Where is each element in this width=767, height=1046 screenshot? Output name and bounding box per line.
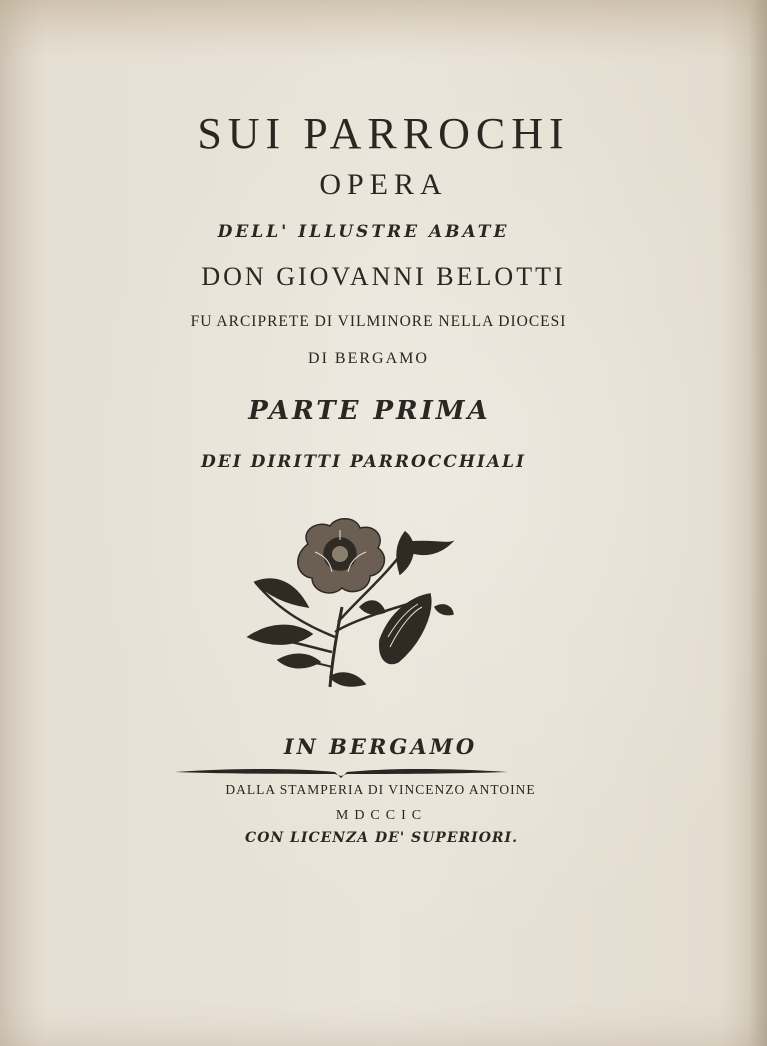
part-heading: PARTE PRIMA: [248, 396, 491, 426]
author-office: FU ARCIPRETE DI VILMINORE NELLA DIOCESI: [190, 313, 567, 330]
author-name: DON GIOVANNI BELOTTI: [201, 262, 566, 291]
imprint-city: IN BERGAMO: [283, 734, 478, 759]
imprint-license: CON LICENZA DE' SUPERIORI.: [245, 830, 518, 846]
imprint-year: MDCCIC: [335, 808, 428, 823]
imprint-rule: [175, 766, 508, 780]
part-title: DEI DIRITTI PARROCCHIALI: [201, 452, 526, 472]
book-title: SUI PARROCHI: [197, 109, 570, 158]
imprint-printer: DALLA STAMPERIA DI VINCENZO ANTOINE: [225, 782, 536, 797]
diocese: DI BERGAMO: [308, 350, 429, 367]
author-intro: DELL' ILLUSTRE ABATE: [217, 222, 510, 242]
book-subtitle: OPERA: [319, 168, 448, 201]
flower-woodcut-icon: [240, 512, 460, 698]
